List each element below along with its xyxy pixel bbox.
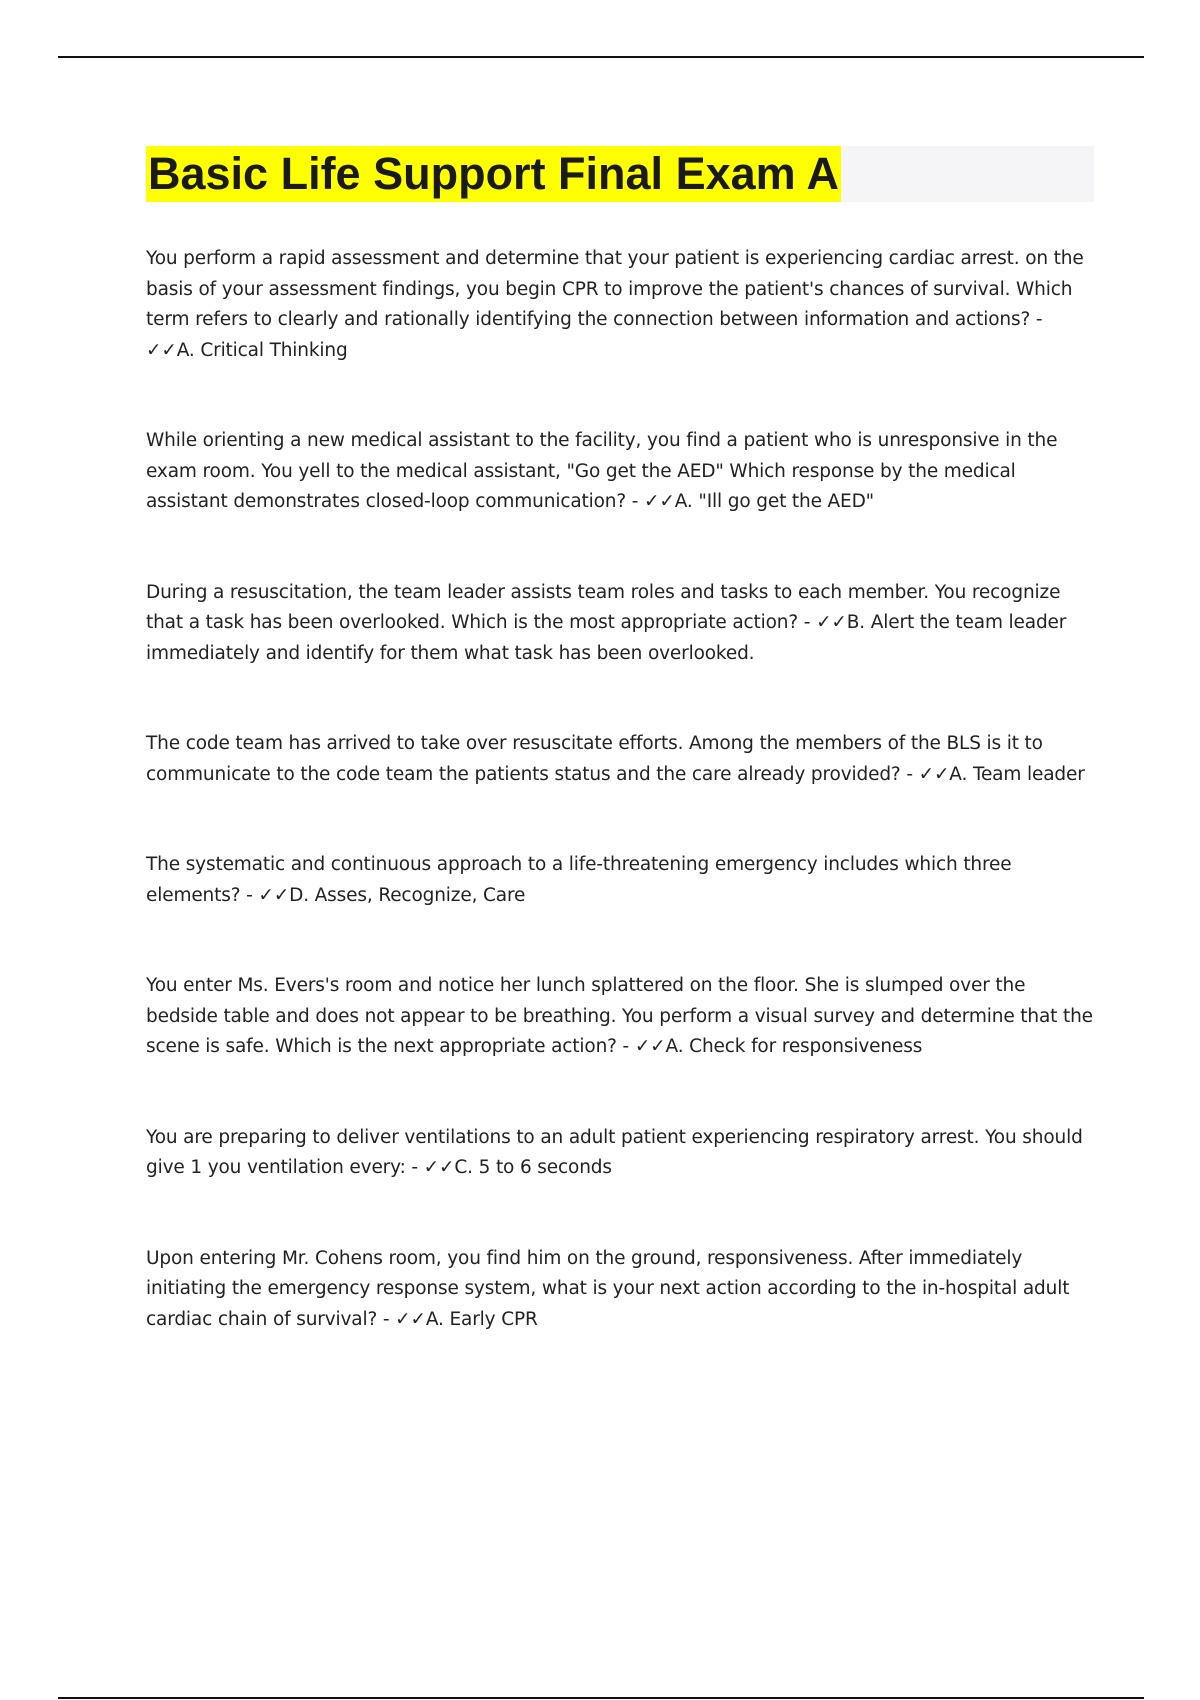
separator: - — [405, 1157, 424, 1178]
answer-text: A. Check for responsiveness — [665, 1036, 923, 1057]
checkmark-icon: ✓✓ — [423, 1157, 455, 1178]
qa-item — [146, 850, 1094, 911]
answer-text: A. "Ill go get the AED" — [674, 491, 875, 512]
question-text: The systematic and continuous approach to a life-threatening emergency includes which three elements? — [146, 854, 1012, 906]
qa-item — [146, 971, 1094, 1063]
qa-item — [146, 426, 1094, 518]
answer-text: A. Team leader — [949, 763, 1085, 785]
answer-text: A. Critical Thinking — [176, 339, 348, 361]
top-rule — [58, 56, 1144, 58]
question-text: You enter Ms. Evers's room and notice her lunch splattered on the floor. She is slumped over the bedside table and does not appear to be breathing. You perform a visual survey and determine that the scene is safe. Which is the next appropriate action? — [146, 975, 1093, 1057]
qa-item — [146, 1244, 1094, 1336]
checkmark-icon: ✓✓ — [146, 339, 177, 361]
question-text: Upon entering Mr. Cohens room, you find him on the ground, responsiveness. After immediately initiating the emergency response system, what is your next action according to the in-hospital adult cardiac chain of survival? — [146, 1247, 1070, 1330]
separator: - — [626, 491, 645, 512]
separator: - — [1030, 309, 1043, 330]
answer-text: B. Alert the team leader immediately and identify for them what task has been overlooked. — [146, 612, 1067, 664]
question-text: The code team has arrived to take over resuscitate efforts. Among the members of the BLS is it to communicate to the code team the patients status and the care already provided? — [146, 733, 1043, 785]
qa-item — [146, 578, 1094, 670]
checkmark-icon: ✓✓ — [395, 1308, 426, 1330]
question-list — [146, 244, 1094, 1335]
answer-text: D. Asses, Recognize, Care — [289, 884, 526, 906]
question-text: You are preparing to deliver ventilations to an adult patient experiencing respiratory arrest. You should give 1 you ventilation every: — [146, 1126, 1083, 1178]
qa-item — [146, 244, 1094, 366]
document-title: Basic Life Support Final Exam A — [146, 146, 841, 202]
question-text: You perform a rapid assessment and determine that your patient is experiencing cardiac arrest. on the basis of your assessment findings, you begin CPR to improve the patient's chances of survival. Which term refers to clearly and rationally identifying the connection between information and actions? — [146, 248, 1084, 330]
separator: - — [377, 1308, 396, 1330]
separator: - — [900, 763, 919, 785]
bottom-rule — [58, 1697, 1144, 1699]
checkmark-icon: ✓✓ — [634, 1036, 666, 1057]
question-text: During a resuscitation, the team leader assists team roles and tasks to each member. You recognize that a task has been overlooked. Which is the most appropriate action? — [146, 581, 1061, 633]
separator: - — [616, 1036, 635, 1057]
checkmark-icon: ✓✓ — [918, 763, 950, 785]
checkmark-icon: ✓✓ — [816, 612, 847, 633]
separator: - — [240, 884, 259, 906]
separator: - — [798, 612, 817, 633]
answer-text: C. 5 to 6 seconds — [454, 1157, 612, 1178]
qa-item — [146, 729, 1094, 790]
answer-text: A. Early CPR — [425, 1308, 538, 1330]
qa-item — [146, 1123, 1094, 1184]
question-text: While orienting a new medical assistant to the facility, you find a patient who is unresponsive in the exam room. You yell to the medical assistant, "Go get the AED" Which response by the medical assistant demonstrates closed-loop communication? — [146, 430, 1058, 512]
checkmark-icon: ✓✓ — [258, 884, 290, 906]
checkmark-icon: ✓✓ — [644, 491, 675, 512]
